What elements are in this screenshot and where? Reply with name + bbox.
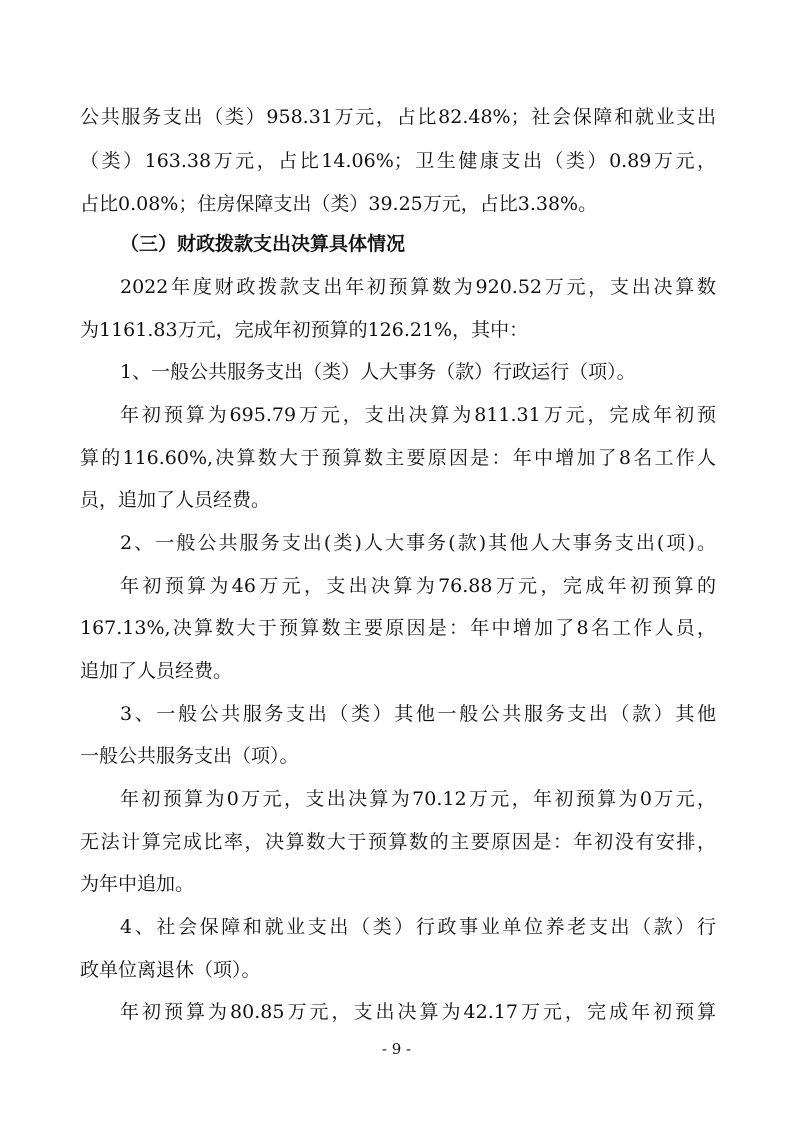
item-heading: 4、社会保障和就业支出（类）行政事业单位养老支出（款）行 — [120, 916, 716, 938]
paragraph-line: 167.13%,决算数大于预算数主要原因是：年中增加了8名工作人员， — [80, 617, 716, 639]
paragraph-line: 追加了人员经费。 — [80, 660, 233, 682]
page-number: - 9 - — [381, 1040, 412, 1058]
paragraph-line: 年初预算为46万元，支出决算为76.88万元，完成年初预算的 — [120, 575, 716, 597]
paragraph-line: 算的116.60%,决算数大于预算数主要原因是：年中增加了8名工作人 — [80, 447, 716, 469]
section-heading: （三）财政拨款支出决算具体情况 — [120, 233, 406, 255]
paragraph-line: 政单位离退休（项）。 — [80, 959, 261, 981]
item-heading: 1、一般公共服务支出（类）人大事务（款）行政运行（项）。 — [120, 361, 636, 383]
paragraph-line: 占比0.08%；住房保障支出（类）39.25万元，占比3.38%。 — [80, 193, 598, 215]
paragraph-line: 一般公共服务支出（项）。 — [80, 745, 299, 767]
paragraph-line: 为1161.83万元，完成年初预算的126.21%，其中： — [80, 319, 529, 341]
paragraph-line: 年初预算为695.79万元，支出决算为811.31万元，完成年初预 — [120, 404, 716, 426]
paragraph-line: 年初预算为80.85万元，支出决算为42.17万元，完成年初预算 — [120, 1001, 716, 1023]
paragraph-line: （类）163.38万元，占比14.06%；卫生健康支出（类）0.89万元， — [80, 150, 716, 172]
paragraph-line: 员，追加了人员经费。 — [80, 489, 271, 511]
paragraph-line: 为年中追加。 — [80, 873, 195, 895]
paragraph-line: 公共服务支出（类）958.31万元，占比82.48%；社会保障和就业支出 — [80, 106, 716, 128]
item-heading: 3、一般公共服务支出（类）其他一般公共服务支出（款）其他 — [120, 703, 716, 725]
paragraph-line: 2022年度财政拨款支出年初预算数为920.52万元，支出决算数 — [120, 276, 716, 298]
paragraph-line: 无法计算完成比率，决算数大于预算数的主要原因是：年初没有安排， — [80, 831, 716, 853]
item-heading: 2、一般公共服务支出(类)人大事务(款)其他人大事务支出(项)。 — [120, 532, 716, 554]
paragraph-line: 年初预算为0万元，支出决算为70.12万元，年初预算为0万元， — [120, 788, 716, 810]
